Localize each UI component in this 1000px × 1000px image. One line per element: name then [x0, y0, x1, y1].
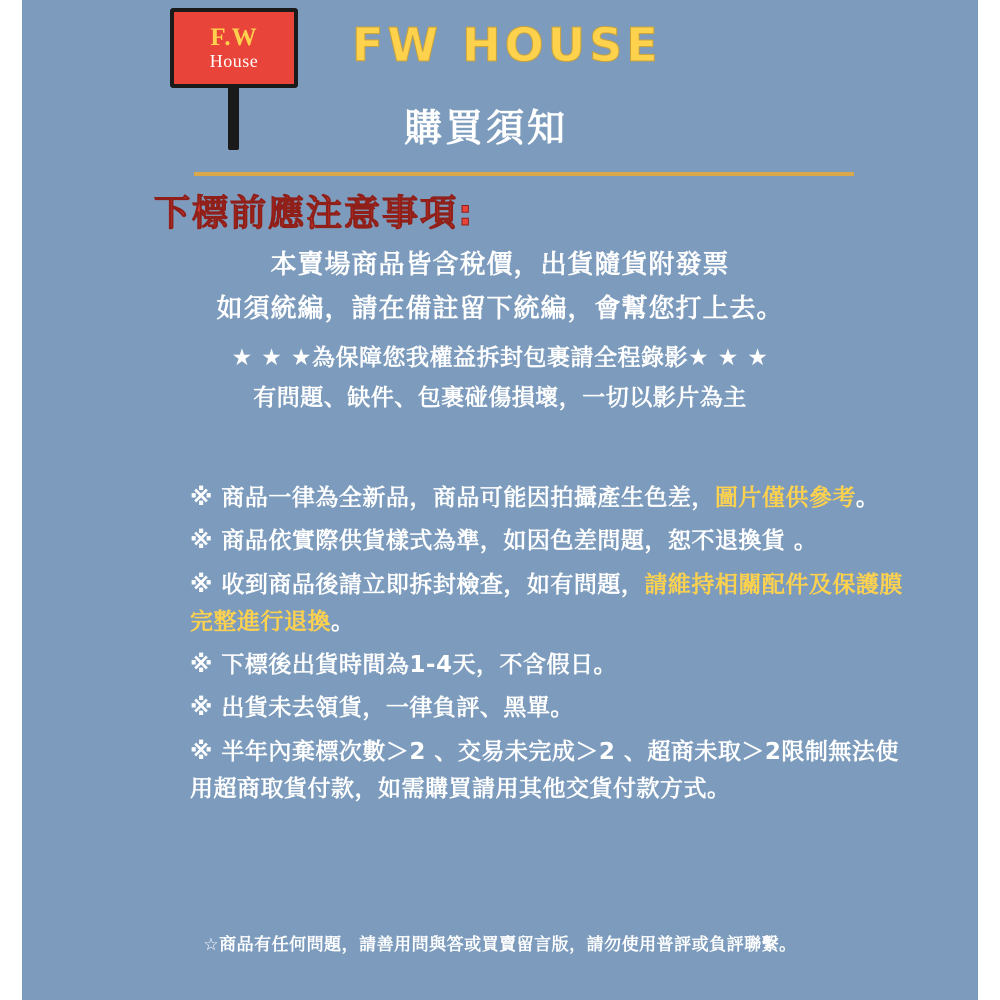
intro-block: [22, 245, 978, 415]
header-divider: [194, 172, 854, 176]
bullet-marker: ※: [190, 528, 213, 555]
footer-note: ☆商品有任何問題，請善用問與答或買賣留言版，請勿使用普評或負評聯繫。: [203, 935, 797, 955]
bullet-marker: ※: [190, 485, 213, 511]
list-item: [190, 690, 910, 727]
brand-title: FW HOUSE: [352, 18, 662, 72]
rule-text: 收到商品後請立即拆封檢查，如有問題，: [221, 571, 645, 598]
sign-post-icon: [228, 86, 239, 150]
sign-label-bottom: House: [209, 50, 259, 71]
bullet-marker: ※: [190, 695, 213, 722]
page-subtitle: 購買須知: [404, 106, 569, 150]
fw-house-sign-icon: [170, 8, 298, 88]
section-title: 下標前應注意事項:: [154, 193, 475, 234]
rule-text-tail: 。: [855, 485, 880, 511]
rule-highlight: 圖片僅供參考: [714, 485, 856, 511]
intro-line-1: 本賣場商品皆含稅價，出貨隨貨附發票: [270, 250, 730, 280]
bullet-marker: ※: [190, 652, 213, 678]
list-item: [190, 523, 910, 560]
rule-text: 半年內棄標次數＞2 、交易未完成＞2 、超商未取＞2限制無法使用超商取貨付款，如需購買請用其他交貨付款方式。: [190, 738, 899, 802]
rule-text-tail: 。: [331, 608, 355, 635]
bullet-marker: ※: [190, 738, 213, 765]
header: [22, 0, 978, 160]
rule-text: 出貨未去領貨，一律負評、黑單。: [221, 695, 574, 722]
rule-highlight: 請維持相關配件及保護膜完整進行退換: [190, 571, 903, 635]
rule-text: 商品一律為全新品，商品可能因拍攝產生色差，: [221, 485, 715, 511]
sign-label-top: F.W: [210, 24, 258, 52]
intro-line-4: 有問題、缺件、包裹碰傷損壞，一切以影片為主: [253, 384, 747, 411]
notice-card: [22, 0, 978, 1000]
list-item: [190, 480, 910, 517]
rule-text: 下標後出貨時間為1-4天，不含假日。: [221, 652, 617, 678]
list-item: [190, 734, 910, 809]
list-item: [190, 647, 910, 684]
rule-text: 商品依實際供貨樣式為準，如因色差問題，恕不退換貨 。: [221, 528, 818, 555]
list-item: [190, 567, 910, 642]
bullet-marker: ※: [190, 571, 213, 598]
intro-line-2: 如須統編，請在備註留下統編，會幫您打上去。: [216, 294, 784, 325]
intro-line-3: ★ ★ ★為保障您我權益拆封包裹請全程錄影★ ★ ★: [231, 344, 769, 371]
rules-list: [190, 480, 910, 814]
